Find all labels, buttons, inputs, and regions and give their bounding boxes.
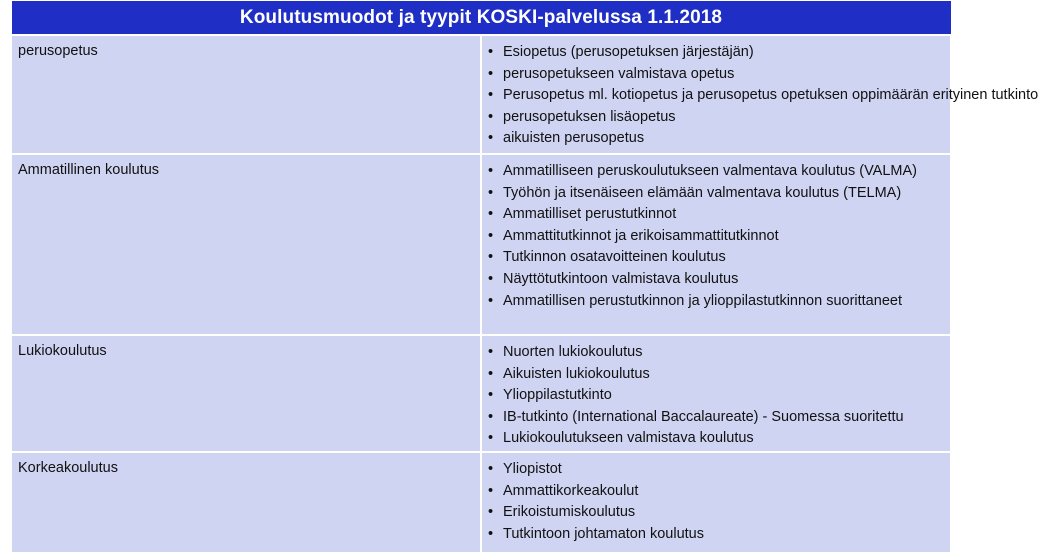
bullet-list xyxy=(488,459,944,545)
table-row xyxy=(11,35,951,154)
table-header-row xyxy=(11,1,951,36)
list-item: • Lukiokoulutukseen valmistava koulutus xyxy=(488,428,944,450)
bullet-list xyxy=(488,342,944,450)
items-cell xyxy=(481,335,951,452)
list-item: • Ammattikorkeakoulut xyxy=(488,481,944,503)
list-item: • Esiopetus (perusopetuksen järjestäjän) xyxy=(488,42,944,64)
category-cell: Lukiokoulutus xyxy=(11,335,481,452)
list-item: • perusopetukseen valmistava opetus xyxy=(488,64,944,86)
items-cell xyxy=(481,452,951,553)
list-item: • Näyttötutkintoon valmistava koulutus xyxy=(488,269,944,291)
items-cell xyxy=(481,35,1038,154)
list-item: • Nuorten lukiokoulutus xyxy=(488,342,944,364)
list-item: • aikuisten perusopetus xyxy=(488,128,944,150)
list-item: • Työhön ja itsenäiseen elämään valmentava koulutus (TELMA) xyxy=(488,183,944,205)
table-row xyxy=(11,452,951,553)
list-item: • Ammatilliset perustutkinnot xyxy=(488,204,944,226)
bullet-list xyxy=(488,161,944,312)
list-item: • Ammatillisen perustutkinnon ja ylioppilastutkinnon suorittaneet xyxy=(488,291,944,313)
category-cell: perusopetus xyxy=(11,35,481,154)
list-item: • Perusopetus ml. kotiopetus ja perusopetus opetuksen oppimäärän erityinen tutkinto xyxy=(488,85,944,107)
list-item: • Tutkintoon johtamaton koulutus xyxy=(488,524,944,546)
list-item: • IB-tutkinto (International Baccalaureate) - Suomessa suoritettu xyxy=(488,407,944,429)
list-item: • Ylioppilastutkinto xyxy=(488,385,944,407)
list-item: • Tutkinnon osatavoitteinen koulutus xyxy=(488,247,944,269)
education-types-table xyxy=(10,0,1038,554)
list-item: • Ammattitutkinnot ja erikoisammattitutkinnot xyxy=(488,226,944,248)
category-cell: Korkeakoulutus xyxy=(11,452,481,553)
list-item: • Yliopistot xyxy=(488,459,944,481)
table-row xyxy=(11,335,951,452)
list-item: • Erikoistumiskoulutus xyxy=(488,502,944,524)
items-cell xyxy=(481,154,951,335)
bullet-list xyxy=(488,42,1038,150)
list-item: • perusopetuksen lisäopetus xyxy=(488,107,944,129)
list-item: • Ammatilliseen peruskoulutukseen valmentava koulutus (VALMA) xyxy=(488,161,944,183)
table-row xyxy=(11,154,951,335)
list-item: • Aikuisten lukiokoulutus xyxy=(488,364,944,386)
category-cell: Ammatillinen koulutus xyxy=(11,154,481,335)
table-title: Koulutusmuodot ja tyypit KOSKI-palvelussa 1.1.2018 xyxy=(11,1,951,36)
